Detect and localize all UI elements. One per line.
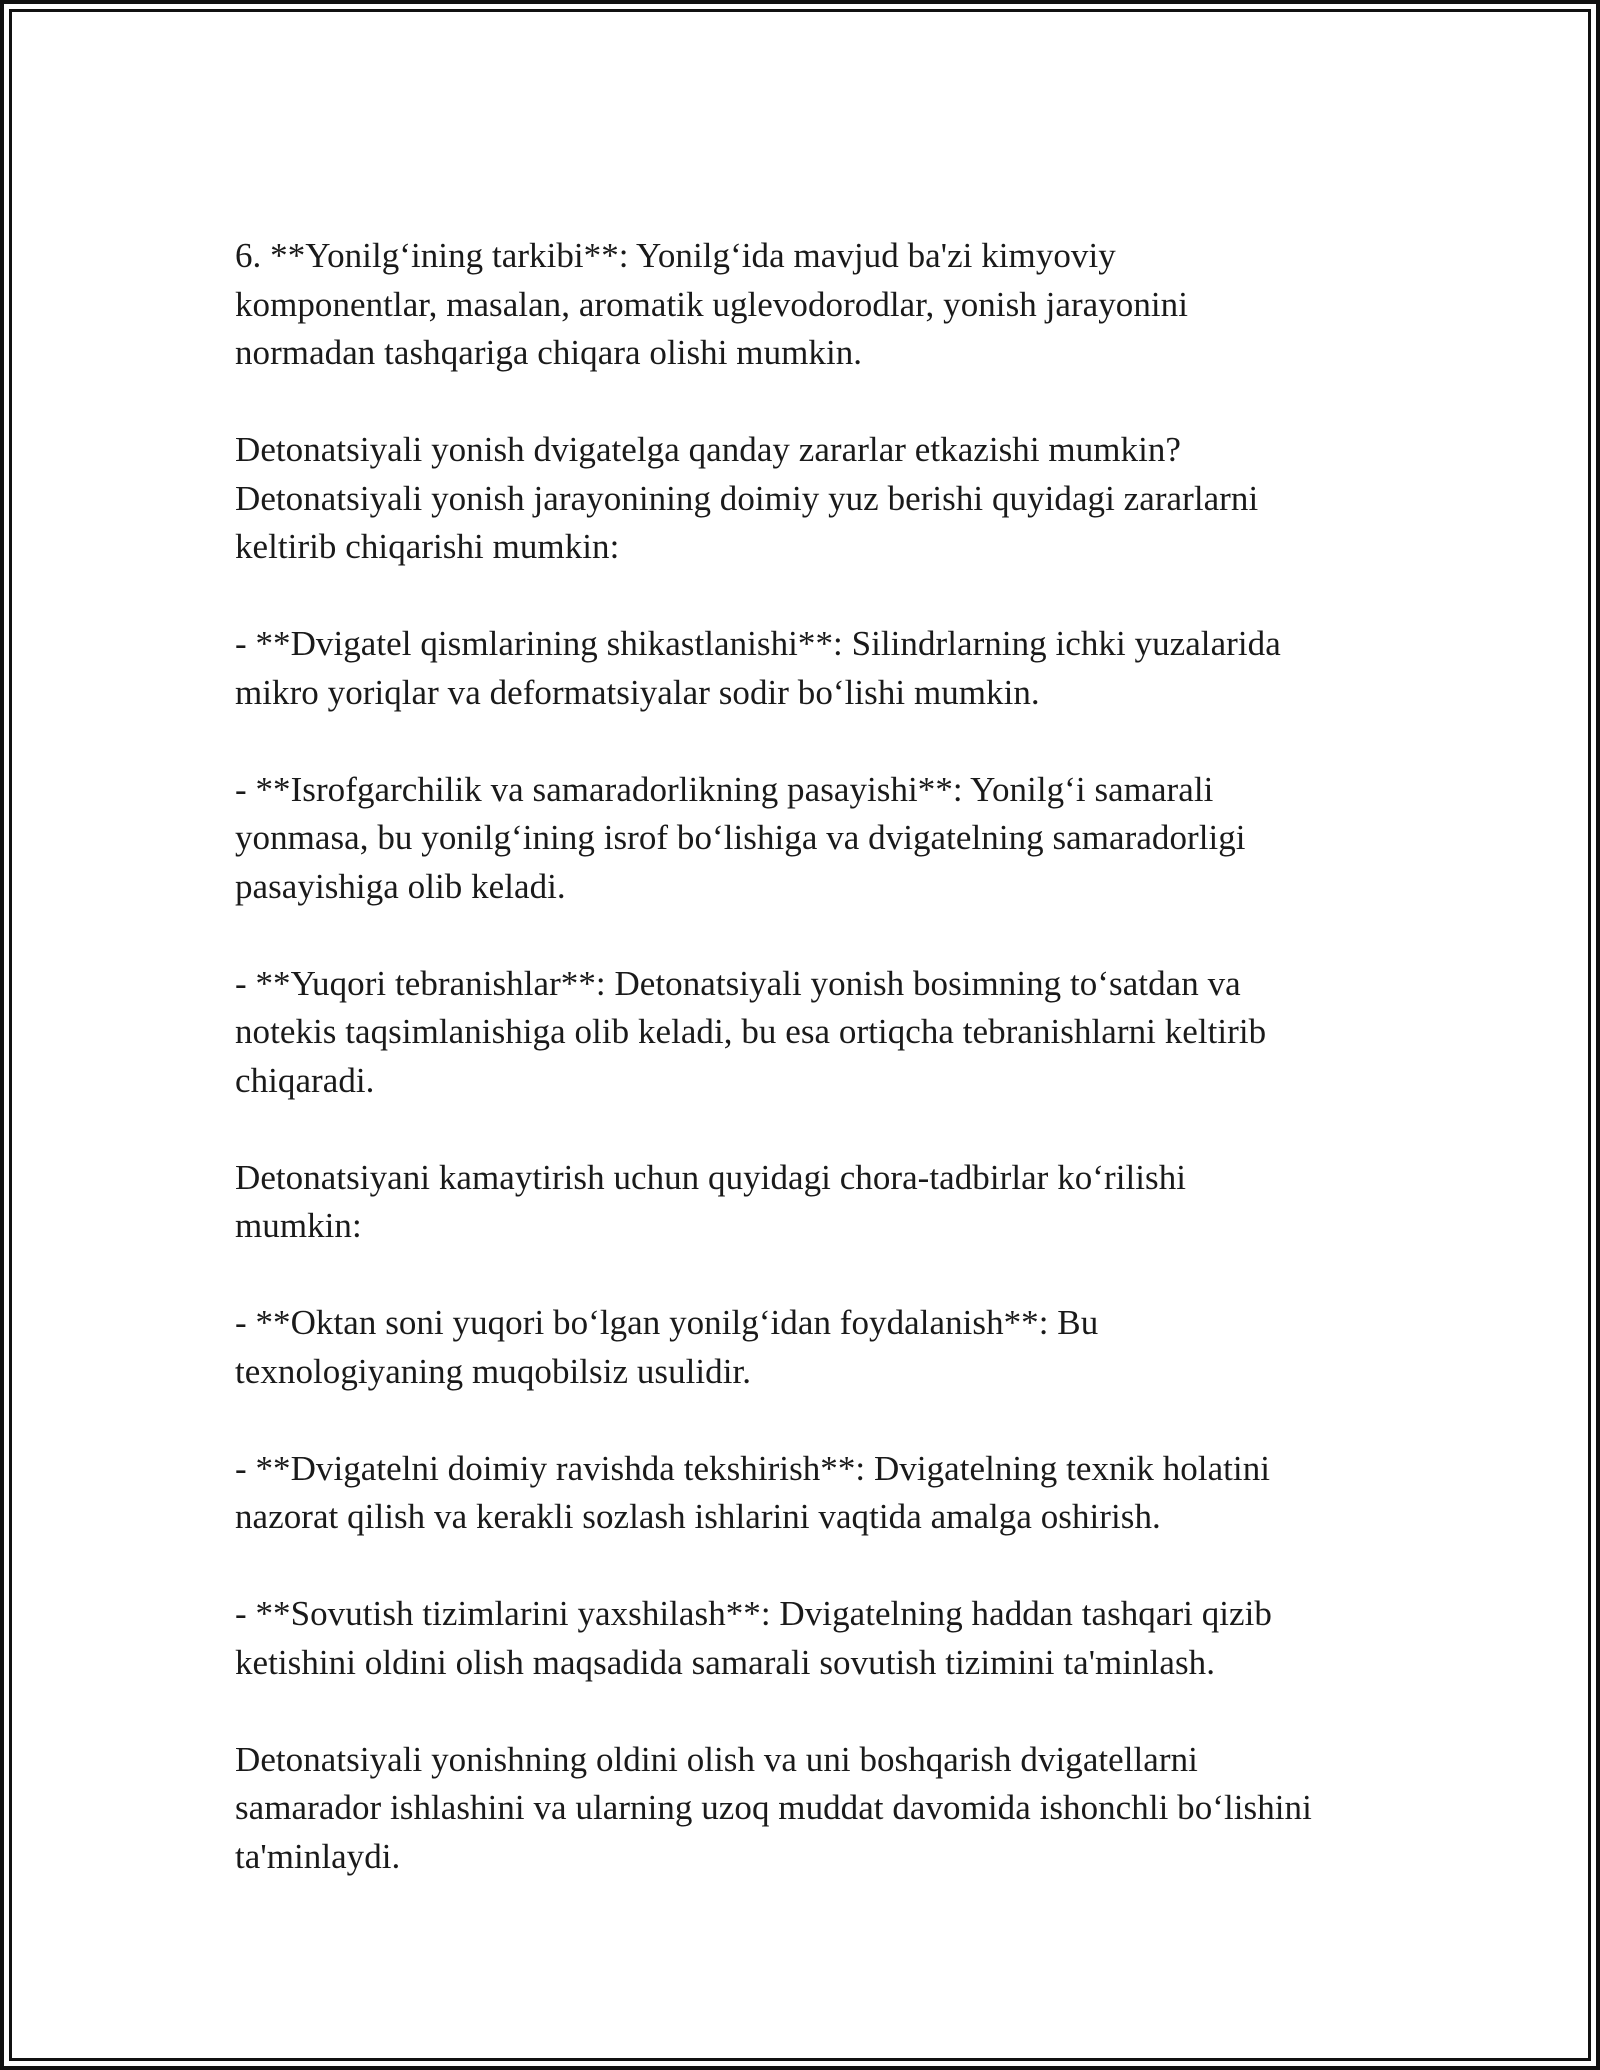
list-item-high-vibrations xyxy=(235,960,1375,1106)
text-line: - **Isrofgarchilik va samaradorlikning pasayishi**: Yonilg‘i samarali xyxy=(235,769,1214,809)
text-line: 6. **Yonilg‘ining tarkibi**: Yonilg‘ida mavjud ba'zi kimyoviy xyxy=(235,236,1116,275)
text-line: texnologiyaning muqobilsiz usulidir. xyxy=(235,1351,752,1391)
text-line: Detonatsiyali yonishning oldini olish va uni boshqarish dvigatellarni xyxy=(235,1739,1198,1779)
list-item-high-octane-fuel xyxy=(235,1299,1375,1396)
list-item-efficiency-loss xyxy=(235,766,1375,912)
text-line: nazorat qilish va kerakli sozlash ishlarini vaqtida amalga oshirish. xyxy=(235,1497,1161,1536)
text-line: mumkin: xyxy=(235,1206,362,1245)
list-item-regular-inspection xyxy=(235,1445,1375,1542)
paragraph-reduction-measures xyxy=(235,1154,1375,1251)
text-line: - **Yuqori tebranishlar**: Detonatsiyali yonish bosimning to‘satdan va xyxy=(235,963,1241,1003)
paragraph-fuel-composition xyxy=(235,232,1375,378)
list-item-cooling-improvement xyxy=(235,1590,1375,1687)
text-line: chiqaradi. xyxy=(235,1060,375,1100)
text-line: - **Oktan soni yuqori bo‘lgan yonilg‘idan foydalanish**: Bu xyxy=(235,1303,1099,1342)
text-line: ketishini oldini olish maqsadida samarali sovutish tizimini ta'minlash. xyxy=(235,1642,1216,1682)
text-line: ta'minlaydi. xyxy=(235,1836,401,1876)
list-item-engine-parts-damage xyxy=(235,620,1375,717)
text-line: komponentlar, masalan, aromatik uglevodorodlar, yonish jarayonini xyxy=(235,284,1188,324)
text-line: - **Dvigatel qismlarining shikastlanishi**: Silindrlarning ichki yuzalarida xyxy=(235,624,1281,663)
text-line: Detonatsiyani kamaytirish uchun quyidagi chora-tadbirlar ko‘rilishi xyxy=(235,1157,1187,1197)
text-line: pasayishiga olib keladi. xyxy=(235,866,566,906)
text-line: - **Sovutish tizimlarini yaxshilash**: Dvigatelning haddan tashqari qizib xyxy=(235,1594,1272,1633)
paragraph-engine-damage-question xyxy=(235,426,1375,572)
text-line: yonmasa, bu yonilg‘ining isrof bo‘lishiga va dvigatelning samaradorligi xyxy=(235,818,1246,857)
document-body xyxy=(235,232,1375,1881)
paragraph-conclusion xyxy=(235,1736,1375,1882)
text-line: Detonatsiyali yonish dvigatelga qanday zararlar etkazishi mumkin? xyxy=(235,430,1181,469)
text-line: keltirib chiqarishi mumkin: xyxy=(235,527,620,566)
text-line: samarador ishlashini va ularning uzoq muddat davomida ishonchli bo‘lishini xyxy=(235,1788,1312,1827)
text-line: normadan tashqariga chiqara olishi mumkin. xyxy=(235,333,863,372)
text-line: - **Dvigatelni doimiy ravishda tekshirish**: Dvigatelning texnik holatini xyxy=(235,1448,1271,1488)
text-line: Detonatsiyali yonish jarayonining doimiy yuz berishi quyidagi zararlarni xyxy=(235,478,1259,518)
text-line: notekis taqsimlanishiga olib keladi, bu esa ortiqcha tebranishlarni keltirib xyxy=(235,1012,1267,1051)
text-line: mikro yoriqlar va deformatsiyalar sodir bo‘lishi mumkin. xyxy=(235,672,1040,712)
